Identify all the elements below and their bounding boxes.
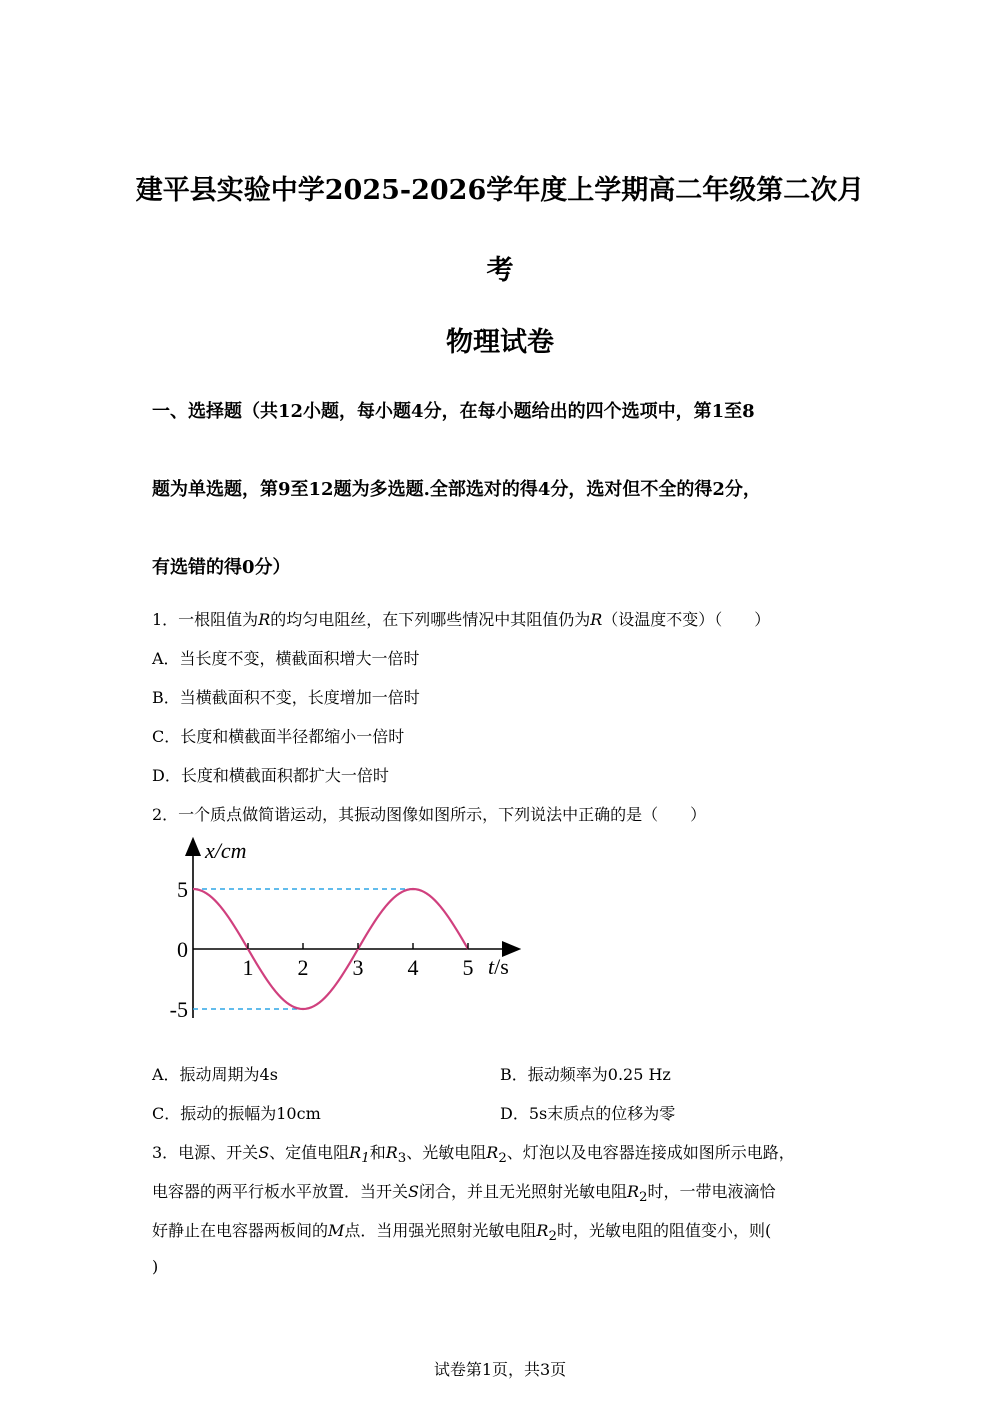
y-tick-label: 0	[177, 937, 188, 962]
question-3-line2: 电容器的两平行板水平放置．当开关S闭合，并且无光照射光敏电阻$R_2$时，一带电液滴恰	[152, 1182, 776, 1206]
question-2-option-d: D．5s末质点的位移为零	[500, 1104, 676, 1123]
page-footer: 试卷第1页，共3页	[433, 1360, 567, 1379]
exam-title-line1: 建平县实验中学2025-2026学年度上学期高二年级第二次月	[135, 175, 865, 206]
x-tick-label: 1	[242, 955, 254, 980]
question-2-stem: 2．一个质点做简谐运动，其振动图像如图所示，下列说法中正确的是（ ）	[152, 805, 707, 824]
exam-title-line2: 考	[486, 255, 514, 286]
question-3-line1: 3．电源、开关S、定值电阻$R_1$和$R_3$、光敏电阻$R_2$、灯泡以及电容器连接成如图所示电路，	[152, 1143, 795, 1167]
question-3-line4: )	[152, 1257, 159, 1276]
question-2-option-c: C．振动的振幅为10cm	[152, 1104, 321, 1123]
x-tick-label: 4	[407, 955, 419, 980]
question-3-line3: 好静止在电容器两板间的M点．当用强光照射光敏电阻$R_2$时，光敏电阻的阻值变小，则(	[152, 1221, 772, 1245]
y-tick-label: -5	[169, 997, 188, 1022]
x-axis-label: t/s	[488, 954, 509, 979]
section-heading-line1: 一、选择题（共12小题，每小题4分，在每小题给出的四个选项中，第1至8	[152, 401, 755, 422]
vibration-graph	[150, 828, 530, 1028]
question-2-option-a: A．振动周期为4s	[152, 1065, 278, 1084]
question-1-option-c: C．长度和横截面半径都缩小一倍时	[152, 727, 405, 746]
x-tick-label: 2	[297, 955, 309, 980]
section-heading-line3: 有选错的得0分）	[152, 557, 291, 578]
question-1-stem: 1．一根阻值为R的均匀电阻丝，在下列哪些情况中其阻值仍为R（设温度不变）（ ）	[152, 610, 771, 629]
section-heading-line2: 题为单选题，第9至12题为多选题.全部选对的得4分，选对但不全的得2分，	[152, 479, 761, 500]
exam-subtitle: 物理试卷	[446, 327, 554, 358]
question-1-option-b: B．当横截面积不变，长度增加一倍时	[152, 688, 420, 707]
y-tick-label: 5	[177, 877, 188, 902]
question-1-option-d: D．长度和横截面积都扩大一倍时	[152, 766, 389, 785]
y-axis-label: x/cm	[205, 838, 247, 863]
question-2-option-b: B．振动频率为0.25 Hz	[500, 1065, 671, 1084]
x-tick-label: 3	[352, 955, 364, 980]
x-tick-label: 5	[462, 955, 474, 980]
question-1-option-a: A．当长度不变，横截面积增大一倍时	[152, 649, 420, 668]
